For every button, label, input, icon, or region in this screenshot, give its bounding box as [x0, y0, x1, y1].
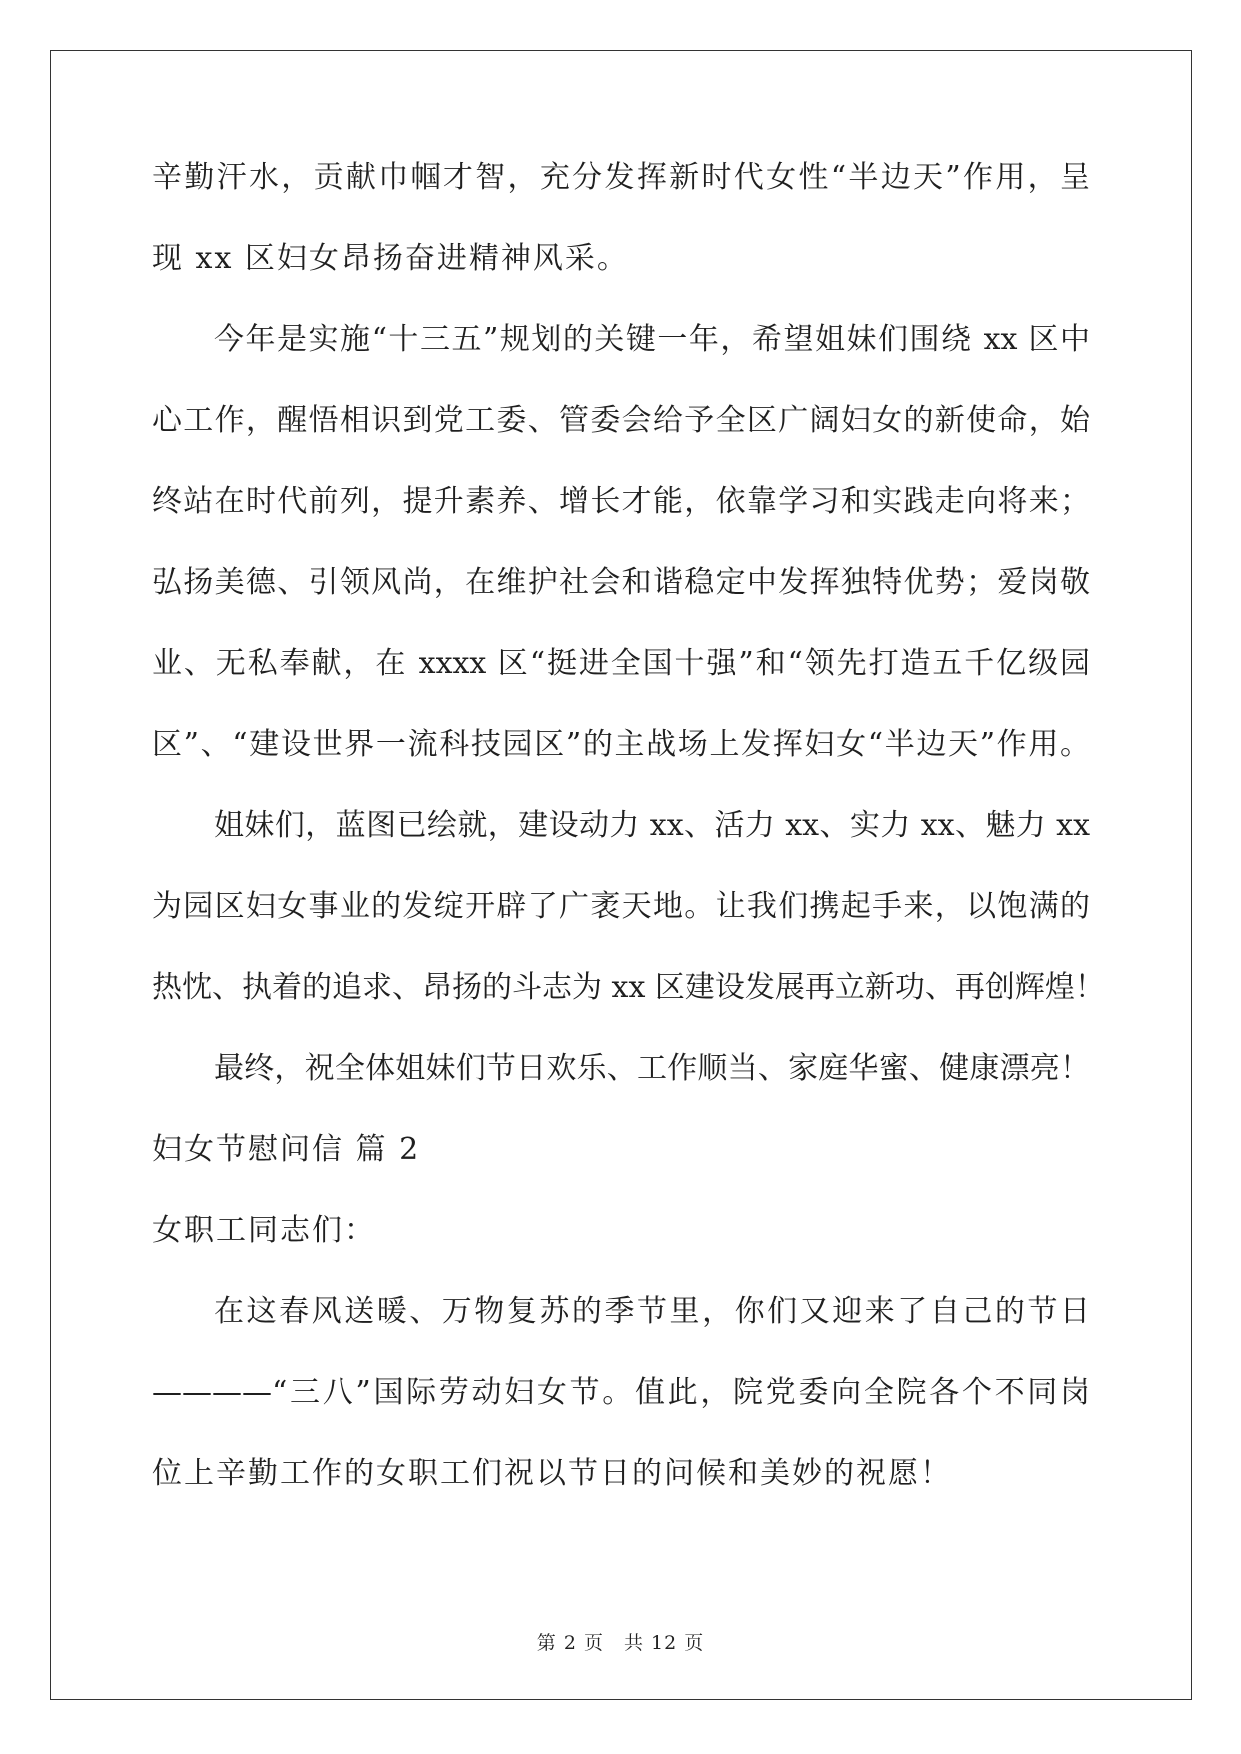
document-body	[152, 158, 1105, 1535]
text-line: 辛勤汗水，贡献巾帼才智，充分发挥新时代女性“半边天”作用，呈	[152, 160, 1090, 195]
section-heading: 妇女节慰问信 篇 2	[152, 1132, 421, 1167]
text-line: 业、无私奉献，在 xxxx 区“挺进全国十强”和“领先打造五千亿级园	[152, 646, 1090, 681]
text-line: 现 xx 区妇女昂扬奋进精神风采。	[152, 241, 629, 276]
text-line: 心工作，醒悟相识到党工委、管委会给予全区广阔妇女的新使命，始	[152, 403, 1090, 438]
page-footer: 第 2 页 共 12 页	[536, 1632, 705, 1654]
text-line: 弘扬美德、引领风尚，在维护社会和谐稳定中发挥独特优势；爱岗敬	[152, 565, 1090, 600]
text-line: 为园区妇女事业的发绽开辟了广袤天地。让我们携起手来，以饱满的	[152, 889, 1090, 924]
text-line: 终站在时代前列，提升素养、增长才能，依靠学习和实践走向将来；	[152, 484, 1090, 519]
salutation: 女职工同志们：	[152, 1213, 376, 1248]
text-line: 热忱、执着的追求、昂扬的斗志为 xx 区建设发展再立新功、再创辉煌！	[152, 970, 1105, 1005]
text-line: 区”、“建设世界一流科技园区”的主战场上发挥妇女“半边天”作用。	[152, 727, 1090, 762]
paragraph-start: 今年是实施“十三五”规划的关键一年，希望姐妹们围绕 xx 区中	[214, 322, 1090, 357]
text-line: ————“三八”国际劳动妇女节。值此，院党委向全院各个不同岗	[152, 1375, 1090, 1410]
text-line: 位上辛勤工作的女职工们祝以节日的问候和美妙的祝愿！	[152, 1456, 952, 1491]
paragraph-start: 在这春风送暖、万物复苏的季节里，你们又迎来了自己的节日	[214, 1294, 1090, 1329]
paragraph-start: 姐妹们，蓝图已绘就，建设动力 xx、活力 xx、实力 xx、魅力 xx	[214, 808, 1090, 843]
paragraph-start: 最终，祝全体姐妹们节日欢乐、工作顺当、家庭华蜜、健康漂亮！	[214, 1051, 1090, 1086]
